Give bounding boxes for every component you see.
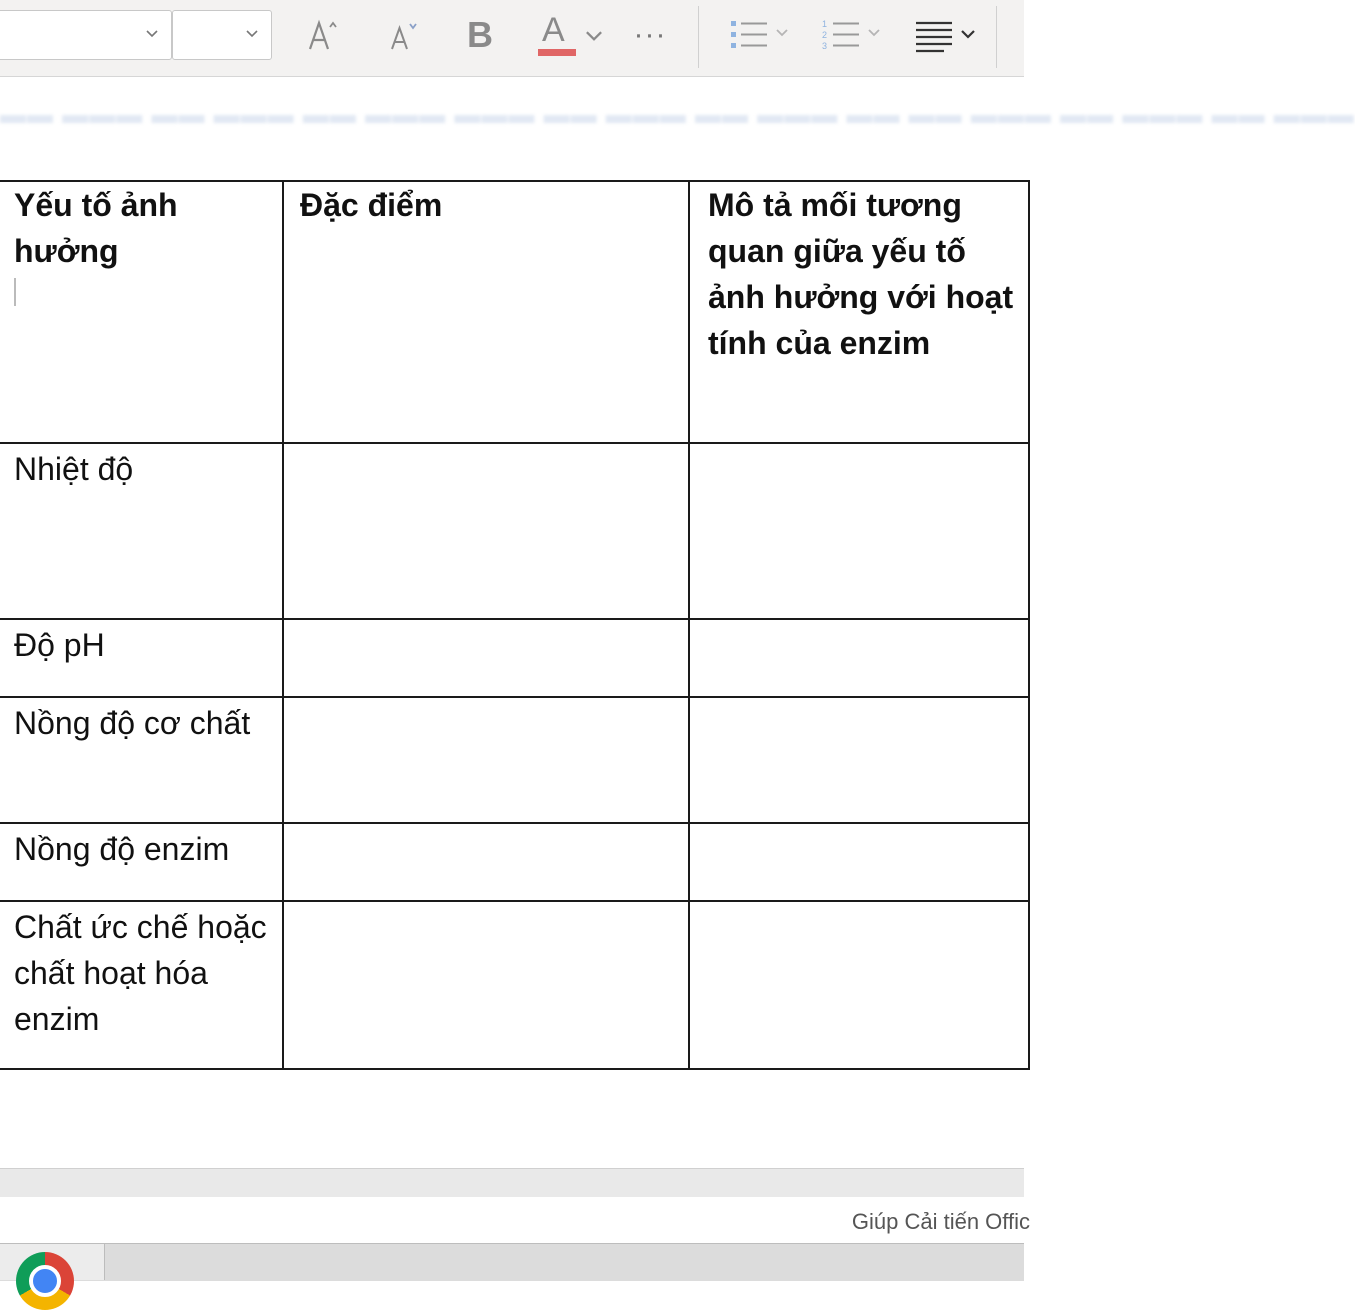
factor-cell[interactable]: Độ pH (0, 619, 283, 697)
factor-cell[interactable]: Nồng độ enzim (0, 823, 283, 901)
more-options-button[interactable] (626, 12, 674, 58)
description-cell[interactable] (689, 823, 1029, 901)
faded-text-line: ▬▬ ▬▬▬ ▬▬ ▬▬▬ ▬▬ ▬▬▬ ▬▬▬ ▬▬ ▬▬▬ ▬▬ ▬▬▬ ▬▬ ▬▬ ▬▬▬ ▬▬ ▬▬▬ ▬▬ ▬▬▬ (0, 99, 1355, 129)
font-color-icon: A (534, 15, 574, 55)
table-header-row (0, 181, 1029, 443)
taskbar-app-chrome[interactable] (0, 1244, 105, 1280)
enzyme-factors-table (0, 180, 1030, 1070)
svg-text:1: 1 (822, 19, 828, 29)
factor-cell[interactable]: Nhiệt độ (0, 443, 283, 619)
ribbon-toolbar (0, 0, 1024, 77)
more-icon: ··· (633, 18, 667, 51)
svg-text:2: 2 (822, 30, 828, 40)
align-button[interactable] (908, 12, 984, 58)
font-size-dropdown[interactable] (172, 10, 272, 60)
chrome-icon (16, 1252, 74, 1310)
table-row (0, 619, 1029, 697)
font-name-dropdown[interactable] (0, 10, 172, 60)
status-bar (0, 1197, 1030, 1243)
description-cell[interactable] (689, 697, 1029, 823)
header-cell-feature[interactable]: Đặc điểm (283, 181, 689, 443)
table-row (0, 697, 1029, 823)
taskbar (0, 1243, 1024, 1281)
shrink-font-button[interactable] (378, 12, 426, 58)
table-row (0, 823, 1029, 901)
align-icon (910, 15, 982, 55)
table-row (0, 901, 1029, 1069)
horizontal-scrollbar[interactable] (0, 1168, 1024, 1198)
chevron-down-icon (145, 26, 159, 40)
grow-font-button[interactable] (298, 12, 346, 58)
shrink-font-icon (382, 15, 422, 55)
feedback-link[interactable]: Giúp Cải tiến Offic (851, 1209, 1030, 1234)
bold-button[interactable] (456, 12, 504, 58)
header-cell-description[interactable]: Mô tả mối tương quan giữa yếu tố ảnh hưởng với hoạt tính của enzim (689, 181, 1029, 443)
table-row (0, 443, 1029, 619)
description-cell[interactable] (689, 901, 1029, 1069)
description-cell[interactable] (689, 443, 1029, 619)
numbered-list-icon (819, 15, 885, 55)
toolbar-separator (698, 6, 699, 68)
font-color-button[interactable] (534, 12, 610, 58)
feature-cell[interactable] (283, 619, 689, 697)
feature-cell[interactable] (283, 901, 689, 1069)
factor-cell[interactable]: Nồng độ cơ chất (0, 697, 283, 823)
numbered-list-button[interactable] (816, 12, 888, 58)
bullet-list-icon (727, 15, 793, 55)
svg-text:3: 3 (822, 41, 828, 51)
description-cell[interactable] (689, 619, 1029, 697)
bold-icon: B (467, 14, 493, 55)
header-cell-factor[interactable]: Yếu tố ảnh hưởng (0, 181, 283, 443)
feature-cell[interactable] (283, 823, 689, 901)
chevron-down-icon (245, 26, 259, 40)
factor-cell[interactable]: Chất ức chế hoặc chất hoạt hóa enzim (0, 901, 283, 1069)
text-cursor (14, 278, 16, 306)
grow-font-icon (302, 15, 342, 55)
feature-cell[interactable] (283, 443, 689, 619)
feature-cell[interactable] (283, 697, 689, 823)
toolbar-separator (996, 6, 997, 68)
chevron-down-icon (584, 25, 604, 45)
bullet-list-button[interactable] (724, 12, 796, 58)
